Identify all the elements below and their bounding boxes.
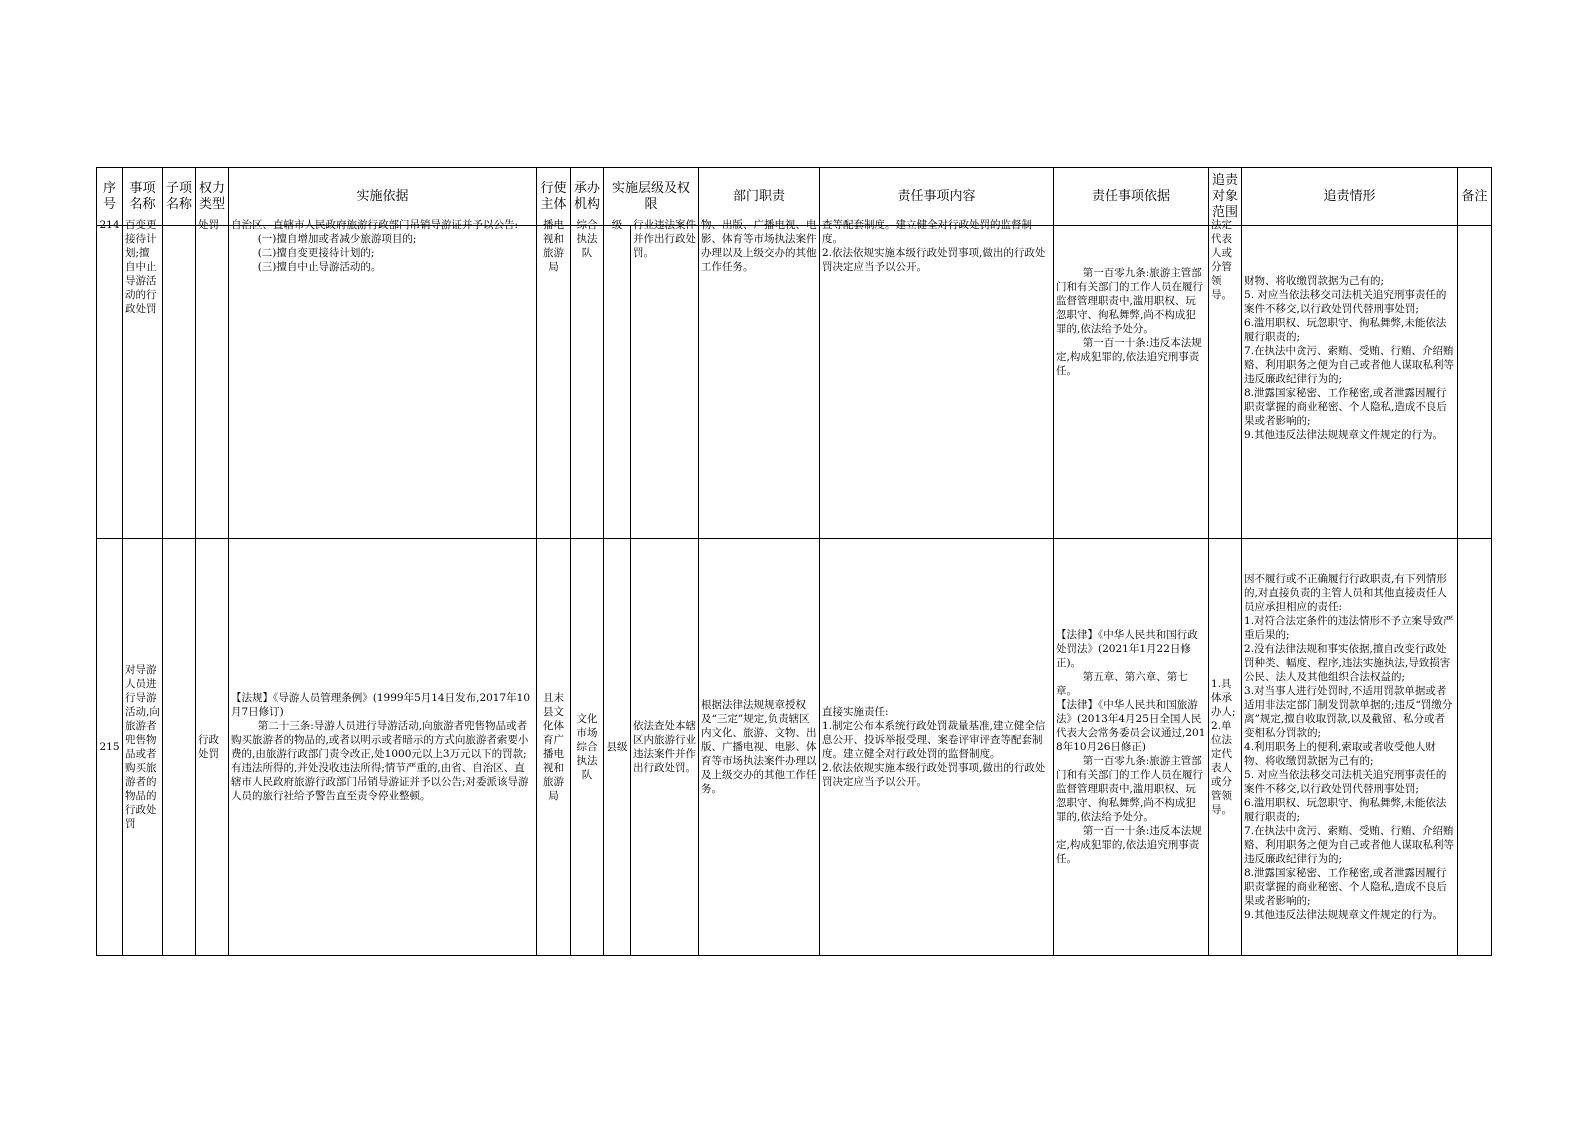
header-duty: 部门职责 — [699, 168, 820, 226]
cell-level: 级 — [604, 226, 631, 539]
power-responsibility-table — [96, 167, 1492, 956]
cell-duty: 物、出版、广播电视、电影、体育等市场执法案件办理以及上级交办的其他工作任务。 — [699, 226, 820, 539]
cell-duty: 根据法律法规规章授权及“三定”规定,负责辖区内文化、旅游、文物、出版、广播电视、电影、体育等市场执法案件办理以及上级交办的其他工作任务。 — [699, 539, 820, 956]
header-situation: 追责情形 — [1242, 168, 1458, 226]
header-agency: 承办机构 — [571, 168, 604, 226]
cell-sub-name — [163, 226, 196, 539]
cell-power-type: 处罚 — [196, 226, 229, 539]
header-resp-content: 责任事项内容 — [820, 168, 1054, 226]
cell-subject: 且末县文化体育广播电视和旅游局 — [537, 539, 571, 956]
header-item-name: 事项名称 — [123, 168, 163, 226]
cell-resp-content: 直接实施责任: 1.制定公布本系统行政处罚裁量基准,建立健全信息公开、投诉举报受理、案卷评审评查等配套制度。建立健全对行政处罚的监督制度。 2.依法依规实施本级行政处罚事项,做出的行政处罚决定应当予以公开。 — [820, 539, 1054, 956]
cell-remark — [1458, 226, 1492, 539]
header-subject: 行使主体 — [537, 168, 571, 226]
header-scope: 追责对象范围 — [1209, 168, 1242, 226]
header-basis: 实施依据 — [229, 168, 537, 226]
cell-scope: 法定代表人或分管领导。 — [1209, 226, 1242, 539]
cell-item-name: 百变更接待计划;擅自中止导游活动的行政处罚 — [123, 226, 163, 539]
cell-authority: 依法查处本辖区内旅游行业违法案件并作出行政处罚。 — [631, 539, 699, 956]
cell-authority: 行业违法案件并作出行政处罚。 — [631, 226, 699, 539]
header-resp-basis: 责任事项依据 — [1054, 168, 1209, 226]
cell-basis: 自治区、直辖市人民政府旅游行政部门吊销导游证并予以公告: (一)擅自增加或者减少旅游项目的; (二)擅自变更接待计划的; (三)擅自中止导游活动的。 — [229, 226, 537, 539]
cell-situation: 财物、将收缴罚款据为己有的; 5. 对应当依法移交司法机关追究刑事责任的案件不移交,以行政处罚代替刑事处罚; 6.滥用职权、玩忽职守、徇私舞弊,未能依法履行职责的; 7.在执法中贪污、索贿、受贿、行贿、介绍贿赂、利用职务之便为自己或者他人谋取私利等违反廉政纪律行为的; 8.泄露国家秘密、工作秘密,或者泄露因履行职责掌握的商业秘密、个人隐私,造成不良后果或者影响的; 9.其他违反法律法规规章文件规定的行为。 — [1242, 226, 1458, 539]
cell-remark — [1458, 539, 1492, 956]
table-row — [97, 226, 1492, 539]
header-sub-name: 子项名称 — [163, 168, 196, 226]
cell-resp-basis: 第一百零九条:旅游主管部门和有关部门的工作人员在履行监督管理职责中,滥用职权、玩忽职守、徇私舞弊,尚不构成犯罪的,依法给予处分。 第一百一十条:违反本法规定,构成犯罪的,依法追究刑事责任。 — [1054, 226, 1209, 539]
cell-scope: 1.具体承办人; 2.单位法定代表人或分管领导。 — [1209, 539, 1242, 956]
cell-situation: 因不履行或不正确履行行政职责,有下列情形的,对直接负责的主管人员和其他直接责任人员应承担相应的责任: 1.对符合法定条件的违法情形不予立案导致严重后果的; 2.没有法律法规和事实依据,擅自改变行政处罚种类、幅度、程序,违法实施执法,导致损害公民、法人及其他组织合法权益的; 3.对当事人进行处罚时,不适用罚款单据或者适用非法定部门制发罚款单据的;违反“罚缴分离”规定,擅自收取罚款,以及截留、私分或者变相私分罚款的; 4.利用职务上的便利,索取或者收受他人财物、将收缴罚款据为己有的; 5. 对应当依法移交司法机关追究刑事责任的案件不移交,以行政处罚代替刑事处罚; 6.滥用职权、玩忽职守、徇私舞弊,未能依法履行职责的; 7.在执法中贪污、索贿、受贿、行贿、介绍贿赂、利用职务之便为自己或者他人谋取私利等违反廉政纪律行为的; 8.泄露国家秘密、工作秘密,或者泄露因履行职责掌握的商业秘密、个人隐私,造成不良后果或者影响的; 9.其他违反法律法规规章文件规定的行为。 — [1242, 539, 1458, 956]
header-remark: 备注 — [1458, 168, 1492, 226]
table-row — [97, 539, 1492, 956]
header-row — [97, 168, 1492, 226]
cell-agency: 文化市场综合执法队 — [571, 539, 604, 956]
cell-seq: 215 — [97, 539, 123, 956]
cell-subject: 播电视和旅游局 — [537, 226, 571, 539]
header-power-type: 权力类型 — [196, 168, 229, 226]
cell-sub-name — [163, 539, 196, 956]
cell-item-name: 对导游人员进行导游活动,向旅游者兜售物品或者购买旅游者的物品的行政处罚 — [123, 539, 163, 956]
cell-seq: 214 — [97, 226, 123, 539]
responsibility-list-sheet — [96, 167, 1491, 956]
cell-resp-content: 查等配套制度。建立健全对行政处罚的监督制度。 2.依法依规实施本级行政处罚事项,做出的行政处罚决定应当予以公开。 — [820, 226, 1054, 539]
cell-basis: 【法规】《导游人员管理条例》(1999年5月14日发布,2017年10月7日修订) 第二十三条:导游人员进行导游活动,向旅游者兜售物品或者购买旅游者的物品的,或者以明示或者暗示的方式向旅游者索要小费的,由旅游行政部门责令改正,处1000元以上3万元以下的罚款;有违法所得的,并处没收违法所得;情节严重的,由省、自治区、直辖市人民政府旅游行政部门吊销导游证并予以公告;对委派该导游人员的旅行社给予警告直至责令停业整顿。 — [229, 539, 537, 956]
header-seq: 序号 — [97, 168, 123, 226]
cell-power-type: 行政处罚 — [196, 539, 229, 956]
cell-level: 县级 — [604, 539, 631, 956]
header-level: 实施层级及权限 — [604, 168, 699, 226]
cell-resp-basis: 【法律】《中华人民共和国行政处罚法》(2021年1月22日修正)。 第五章、第六章、第七章。 【法律】《中华人民共和国旅游法》(2013年4月25日全国人民代表大会常务委员会议通过,2018年10月26日修正) 第一百零九条:旅游主管部门和有关部门的工作人员在履行监督管理职责中,滥用职权、玩忽职守、徇私舞弊,尚不构成犯罪的,依法给予处分。 第一百一十条:违反本法规定,构成犯罪的,依法追究刑事责任。 — [1054, 539, 1209, 956]
cell-agency: 综合执法队 — [571, 226, 604, 539]
